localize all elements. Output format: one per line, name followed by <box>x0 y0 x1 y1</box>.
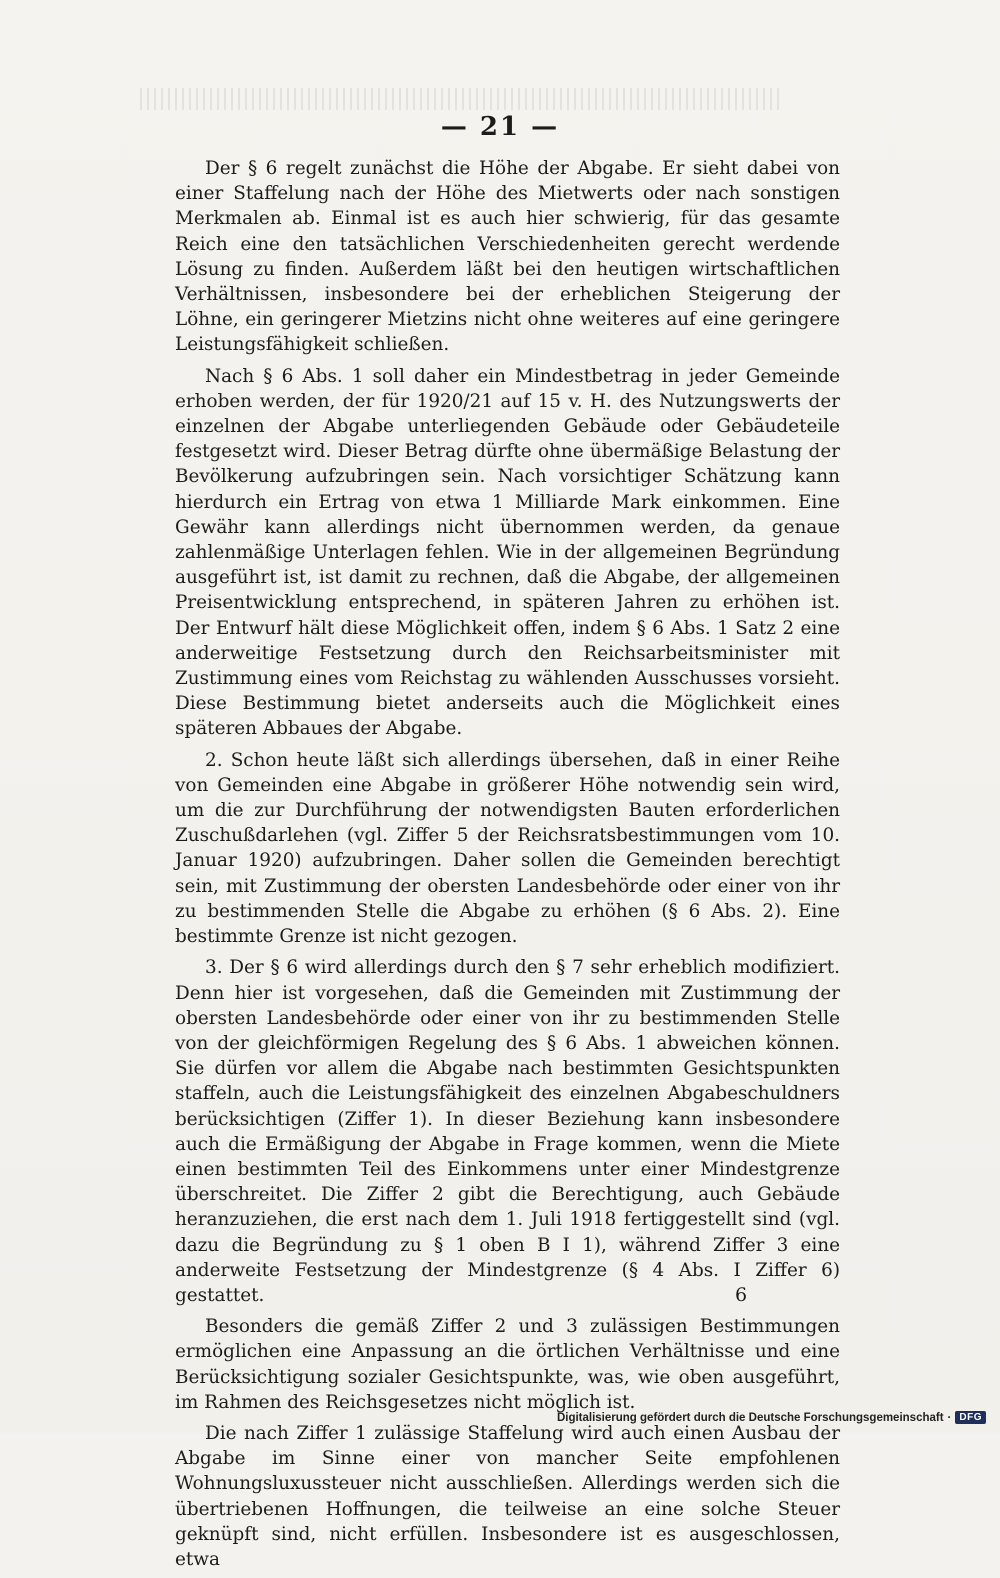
signature-mark: 6 <box>735 1284 748 1306</box>
paragraph-5: Besonders die gemäß Ziffer 2 und 3 zulässigen Bestimmungen ermöglichen eine Anpassung an die örtlichen Verhältnisse und eine Berücksichtigung sozialer Gesichtspunkte, was, wie oben ausgeführt, im Rahmen des Reichsgesetzes nicht möglich ist. <box>175 1316 840 1413</box>
paragraph-3: 2. Schon heute läßt sich allerdings übersehen, daß in einer Reihe von Gemeinden eine Abgabe in größerer Höhe notwendig sein wird, um die zur Durchführung der notwendigsten Bauten erforderlichen Zuschußdarlehen (vgl. Ziffer 5 der Reichsratsbestimmungen vom 10. Januar 1920) aufzubringen. Daher sollen die Gemeinden berechtigt sein, mit Zustimmung der obersten Landesbehörde oder einer von ihr zu bestimmenden Stelle die Abgabe zu erhöhen (§ 6 Abs. 2). Eine bestimmte Grenze ist nicht gezogen. <box>175 749 840 948</box>
paragraph-6: Die nach Ziffer 1 zulässige Staffelung wird auch einen Ausbau der Abgabe im Sinne einer von mancher Seite empfohlenen Wohnungsluxussteuer nicht ausschließen. Allerdings werden sich die übertriebenen Hoffnungen, die teilweise an eine solche Steuer geknüpft sind, nicht erfüllen. Insbesondere ist es ausgeschlossen, etwa <box>175 1422 840 1570</box>
body-text <box>175 156 840 1578</box>
footer-text: Digitalisierung gefördert durch die Deutsche Forschungsgemeinschaft <box>556 1411 944 1424</box>
footer <box>557 1411 986 1424</box>
scan-artifact <box>140 88 780 110</box>
paragraph-1: Der § 6 regelt zunächst die Höhe der Abgabe. Er sieht dabei von einer Staffelung nach der Höhe des Mietwerts oder nach sonstigen Merkmalen ab. Einmal ist es auch hier schwierig, für das gesamte Reich eine den tatsächlichen Verschiedenheiten gerecht werdende Lösung zu finden. Außerdem läßt bei den heutigen wirtschaftlichen Verhältnissen, insbesondere bei der erheblichen Steigerung der Löhne, ein geringerer Mietzins nicht ohne weiteres auf eine geringere Leistungsfähigkeit schließen. <box>175 158 840 356</box>
page-number-header: — 21 — <box>440 112 560 142</box>
dfg-logo-icon: DFG <box>955 1411 986 1424</box>
paragraph-4: 3. Der § 6 wird allerdings durch den § 7 sehr erheblich modifiziert. Denn hier ist vorgesehen, daß die Gemeinden mit Zustimmung der obersten Landesbehörde oder einer von ihr zu bestimmenden Stelle von der gleichförmigen Regelung des § 6 Abs. 1 abweichen können. Sie dürfen vor allem die Abgabe nach bestimmten Gesichtspunkten staffeln, auch die Leistungsfähigkeit des einzelnen Abgabeschuldners berücksichtigen (Ziffer 1). In dieser Beziehung kann insbesondere auch die Ermäßigung der Abgabe in Frage kommen, wenn die Miete einen bestimmten Teil des Einkommens unter einer Mindestgrenze überschreitet. Die Ziffer 2 gibt die Berechtigung, auch Gebäude heranzuziehen, die erst nach dem 1. Juli 1918 fertiggestellt sind (vgl. dazu die Begründung zu § 1 oben B I 1), während Ziffer 3 eine anderweite Festsetzung der Mindestgrenze (§ 4 Abs. I Ziffer 6) gestattet. <box>175 957 840 1306</box>
paragraph-2: Nach § 6 Abs. 1 soll daher ein Mindestbetrag in jeder Gemeinde erhoben werden, der für 1920/21 auf 15 v. H. des Nutzungswerts der einzelnen der Abgabe unterliegenden Gebäude oder Gebäudeteile festgesetzt wird. Dieser Betrag dürfte ohne übermäßige Belastung der Bevölkerung aufzubringen sein. Nach vorsichtiger Schätzung kann hierdurch ein Ertrag von etwa 1 Milliarde Mark einkommen. Eine Gewähr kann allerdings nicht übernommen werden, da genaue zahlenmäßige Unterlagen fehlen. Wie in der allgemeinen Begründung ausgeführt ist, ist damit zu rechnen, daß die Abgabe, der allgemeinen Preisentwicklung entsprechend, in späteren Jahren zu erhöhen ist. Der Entwurf hält diese Möglichkeit offen, indem § 6 Abs. 1 Satz 2 eine anderweitige Festsetzung durch den Reichsarbeitsminister mit Zustimmung eines vom Reichstag zu wählenden Ausschusses vorsieht. Diese Bestimmung bietet anderseits auch die Möglichkeit eines späteren Abbaues der Abgabe. <box>175 365 840 740</box>
footer-separator: · <box>947 1411 952 1424</box>
